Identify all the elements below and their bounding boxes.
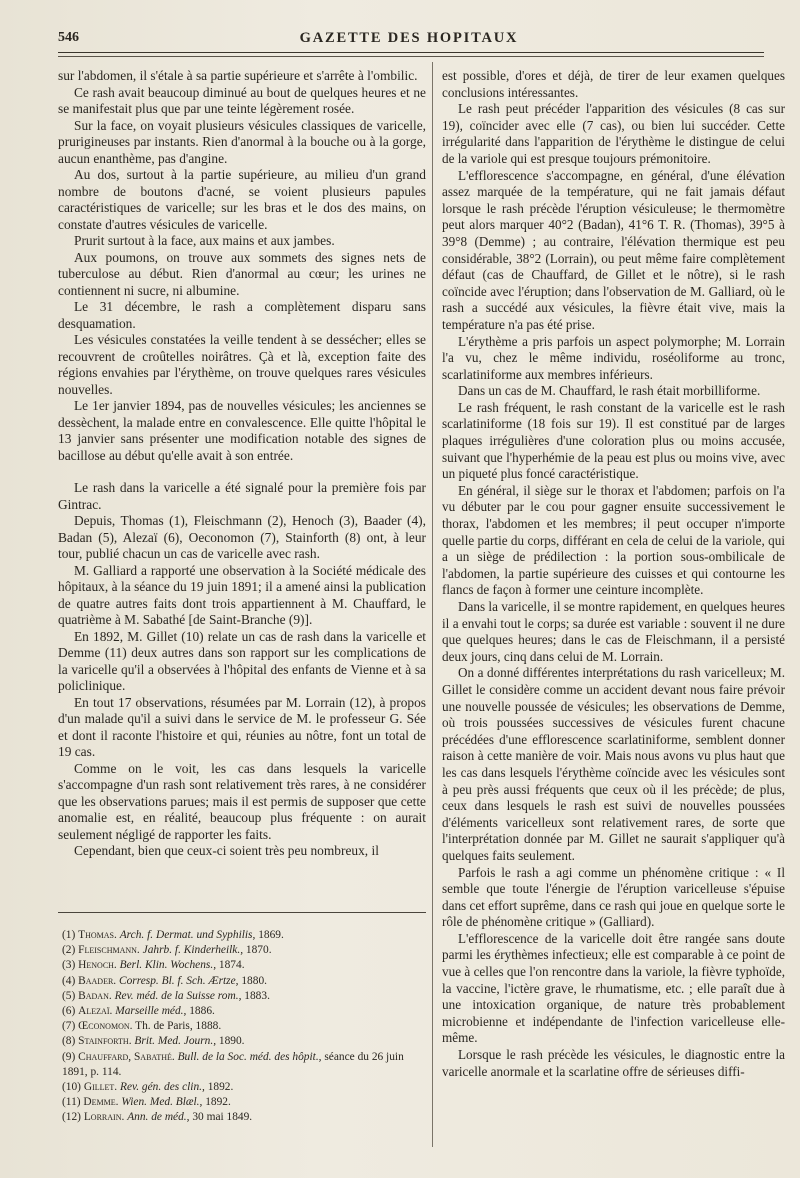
paragraph: Cependant, bien que ceux-ci soient très peu nombreux, il [74, 843, 379, 858]
footnote-number: (2) [62, 944, 76, 957]
header-rule [58, 52, 764, 53]
page-number: 546 [58, 30, 79, 45]
paragraph: Le rash dans la varicelle a été signalé pour la première fois par Gintrac. [58, 480, 426, 512]
footnote-author: Badan. [78, 989, 112, 1002]
footnote [58, 958, 426, 973]
paragraph: Le 1er janvier 1894, pas de nouvelles vésicules; les anciennes se dessèchent, la malade entre en convalescence. Elle quitte l'hôpital le 13 janvier sans présenter une modification notable des signes de bacillose au début qu'elle avait à son entrée. [58, 398, 426, 463]
page-header [58, 28, 760, 54]
footnote-author: Demme. [83, 1096, 119, 1109]
left-column [58, 68, 426, 860]
footnote-author: Thomas. [78, 929, 117, 941]
footnote-number: (10) [62, 1081, 81, 1094]
paragraph: En 1892, M. Gillet (10) relate un cas de rash dans la varicelle et Demme (11) deux autres dans son rapport sur les complications de la varicelle qu'il a observées à l'hôpital des enfants de Vienne et à sa policlinique. [58, 628, 426, 693]
footnote-rest: 1883. [241, 989, 270, 1002]
footnote [58, 1034, 426, 1049]
footnote-source: Jahrb. f. Kinderheilk., [142, 944, 244, 957]
footnote-author: Œconomon. [78, 1020, 133, 1033]
paragraph: Comme on le voit, les cas dans lesquels la varicelle s'accompagne d'un rash sont relativement très rares, à ne considérer que les observations parues; mais il est permis de supposer que cette anomalie est, en réalité, beaucoup plus fréquente : on aurait seulement négligé de rapporter les faits. [58, 760, 426, 842]
footnote-number: (5) [62, 989, 76, 1002]
paragraph: Le rash peut précéder l'apparition des vésicules (8 cas sur 19), coïncider avec elle (7 cas), ou bien lui succéder. Cette irrégularité dans l'apparition de l'érythème le distingue de celui de la variole qui est presque toujours prémonitoire. [442, 101, 785, 166]
footnote-number: (4) [62, 974, 76, 987]
paragraph: En tout 17 observations, résumées par M. Lorrain (12), à propos d'un malade qu'il a suivi dans le service de M. le professeur G. Sée et dont il raconte l'histoire et qui, réunies au nôtre, font un total de 19 cas. [58, 694, 426, 759]
footnote-number: (7) [62, 1020, 76, 1033]
footnote-rest: Th. de Paris, 1888. [135, 1020, 222, 1033]
footnote [58, 989, 426, 1004]
footnote-source: Corresp. Bl. f. Sch. Ærtze, [119, 974, 239, 987]
footnote-number: (9) [62, 1050, 76, 1063]
footnote-number: (3) [62, 959, 76, 972]
footnote-rest: séance du 26 juin 1891, p. 114. [62, 1050, 404, 1078]
footnote-number: (1) [62, 929, 76, 941]
footnote-source: Ann. de méd., [127, 1111, 190, 1124]
footnote-rest: 1892. [204, 1081, 234, 1094]
footnote-number: (6) [62, 1005, 76, 1018]
paragraph: On a donné différentes interprétations du rash varicelleux; M. Gillet le considère comme un accident devant nous faire prévoir une nouvelle poussée de vésicules; les observations de Demme, où trois poussées successives de vésicules furent chacune précédées d'une efflorescence scarlatiniforme, semblent donner raison à cette manière de voir. Mais nous avons vu plus haut que les cas dans lesquels l'érythème coïncide avec les vésicules sont à peu près aussi fréquents que ceux où il les précède; de plus, ceux dans lesquels le rash est suivi de nouvelles poussées d'éléments varicelleux sont relativement rares, de sorte que l'interprétation donnée par M. Gillet ne saurait s'appliquer qu'à quelques faits seulement. [442, 665, 785, 863]
footnote [58, 1110, 426, 1125]
right-column [442, 68, 785, 1080]
header-rule-thin [58, 56, 764, 57]
footnote-source: Rev. méd. de la Suisse rom., [114, 989, 242, 1002]
footnote [58, 1019, 426, 1034]
footnote-rest: 1880. [238, 974, 267, 987]
footnote-author: Stainforth. [78, 1035, 132, 1048]
paragraph: Au dos, surtout à la partie supérieure, au milieu d'un grand nombre de boutons d'acné, se voient plusieurs papules caractéristiques de varicelle; sur les bras et le dos des mains, on constate d'autres vésicules de varicelle. [58, 167, 426, 232]
paragraph: Lorsque le rash précède les vésicules, le diagnostic entre la varicelle anormale et la scarlatine offre de sérieuses diffi- [442, 1047, 785, 1079]
footnote-author: Lorrain. [83, 1111, 125, 1124]
footnote-source: Brit. Med. Journ., [134, 1035, 217, 1048]
paragraph: M. Galliard a rapporté une observation à la Société médicale des hôpitaux, à la séance du 19 juin 1891; il a amené ainsi la publication de quatre autres faits dont trois appartiennent à M. Chauffard, le quatrième à M. Sabathé [de Saint-Branche (9)]. [58, 562, 426, 627]
footnote [58, 943, 426, 958]
paragraph: sur l'abdomen, il s'étale à sa partie supérieure et s'arrête à l'ombilic. [58, 68, 418, 83]
footnote-author: Henoch. [78, 959, 117, 972]
paragraph: Prurit surtout à la face, aux mains et aux jambes. [74, 233, 335, 248]
paragraph: L'efflorescence de la varicelle doit être rangée sans doute parmi les érythèmes infectieux; elle est comparable à ce point de vue à celles que l'on rencontre dans la variole, la fièvre typhoïde, la vaccine, l'ictère grave, le rhumatisme, etc. ; elle paraît due à une intoxication organique, de nature très probablement microbienne et indépendante de l'infection varicelleuse elle-même. [442, 930, 785, 1046]
paragraph: Aux poumons, on trouve aux sommets des signes nets de tuberculose au début. Rien d'anormal au cœur; les urines ne contiennent ni sucre, ni albumine. [58, 249, 426, 298]
footnote [58, 974, 426, 989]
paragraph: En général, il siège sur le thorax et l'abdomen; parfois on l'a vu débuter par le cou pour gagner ensuite successivement le thorax, l'abdomen et les membres; il peut occuper n'importe quelle partie du corps, différant en cela de celui de la variole, qui a un siège de prédilection : la portion sous-ombilicale de l'abdomen, la partie supérieure des cuisses et qui contourne les flancs de façon à former une ceinture incomplète. [442, 482, 785, 598]
paragraph: L'efflorescence s'accompagne, en général, d'une élévation assez marquée de la température, qui ne fait jamais défaut lorsque le rash précède l'éruption vésiculeuse; le thermomètre peut alors marquer 40°2 (Badan), 41°6 T. R. (Thomas), 39°5 à 39°8 (Demme) ; au contraire, l'élévation thermique est peu considérable, 38°2 (Lorrain), ou peut même faire complètement défaut (cas de Chauffard, de Gillet et le nôtre), si le rash coïncide avec l'éruption; dans l'observation de M. Galliard, où le rash a succédé aux vésicules, la fièvre était vive, mais la température n'a pas été prise. [442, 167, 785, 332]
footnote-source: Bull. de la Soc. méd. des hôpit., [177, 1050, 322, 1063]
paragraph: Le 31 décembre, le rash a complètement disparu sans desquamation. [58, 299, 426, 331]
footnote-rest: 1890. [216, 1035, 245, 1048]
paragraph: Ce rash avait beaucoup diminué au bout de quelques heures et ne se manifestait plus que par une teinte légèrement rosée. [58, 84, 426, 116]
footnote [58, 928, 426, 943]
paragraph: Les vésicules constatées la veille tendent à se dessécher; elles se recouvrent de croûtelles noirâtres. Çà et là, exception faite des régions envahies par l'érythème, on trouve quelques rares vésicules nouvelles. [58, 332, 426, 397]
footnote [58, 1004, 426, 1019]
footnote-rest: 1870. [243, 944, 272, 957]
footnote [58, 1095, 426, 1110]
paragraph: est possible, d'ores et déjà, de tirer de leur examen quelques conclusions intéressantes. [442, 68, 785, 100]
footnote-number: (12) [62, 1111, 81, 1124]
footnote-source: Marseille méd., [115, 1005, 187, 1018]
footnote-author: Alezaï. [78, 1005, 113, 1018]
paragraph: Depuis, Thomas (1), Fleischmann (2), Henoch (3), Baader (4), Badan (5), Alezaï (6), Oeconomon (7), Stainforth (8) ont, à leur tour, publié chacun un cas de varicelle avec rash. [58, 513, 426, 561]
footnote-author: Fleischmann. [78, 944, 140, 957]
footnote-source: Berl. Klin. Wochens., [119, 959, 217, 972]
journal-title: GAZETTE DES HOPITAUX [299, 30, 519, 46]
footnote [58, 1050, 426, 1080]
paragraph: L'érythème a pris parfois un aspect polymorphe; M. Lorrain l'a vu, chez le même individu, roséoliforme au tronc, scarlatiniforme aux membres inférieurs. [442, 333, 785, 382]
footnote-number: (8) [62, 1035, 76, 1048]
paragraph: Sur la face, on voyait plusieurs vésicules classiques de varicelle, prurigineuses par instants. Rien d'anormal à la bouche ou à la gorge, aucun enanthème, pas d'angine. [58, 117, 426, 166]
column-divider [432, 62, 433, 1147]
paragraph: Parfois le rash a agi comme un phénomène critique : « Il semble que toute l'énergie de l'éruption varicelleuse s'épuise dans cet effort suprême, dans ce rash qui joue en quelque sorte le rôle de phénomène critique » (Galliard). [442, 864, 785, 930]
footnote-rest: 1869. [255, 929, 284, 941]
footnote-source: Wien. Med. Blæl., [121, 1096, 203, 1109]
footnote-author: Chauffard, Sabathé. [78, 1050, 175, 1063]
footnote-rest: 1886. [186, 1005, 215, 1018]
paragraph: Le rash fréquent, le rash constant de la varicelle est le rash scarlatiniforme (18 fois sur 19). Il est constitué par de larges plaques irrégulières d'une coloration plus ou moins accusée, suivant que l'hyperhémie de la peau est plus ou moins vive, avec un piqueté plus foncé caractéristique. [442, 399, 785, 482]
paragraph: Dans un cas de M. Chauffard, le rash était morbilliforme. [458, 383, 761, 399]
footnote-rest: 30 mai 1849. [189, 1111, 253, 1124]
footnote-number: (11) [62, 1096, 81, 1109]
footnote-source: Rev. gén. des clin., [120, 1081, 205, 1094]
footnote-rule [58, 912, 426, 913]
footnote-author: Gillet. [83, 1081, 118, 1094]
footnote-author: Baader. [78, 974, 117, 987]
section-gap [58, 464, 426, 480]
footnote-rest: 1874. [216, 959, 245, 972]
paragraph: Dans la varicelle, il se montre rapidement, en quelques heures il a envahi tout le corps; sa durée est variable : souvent il ne dure que quelques heures; dans le cas de Fleischmann, il a persisté deux jours, cinq dans celui de M. Lorrain. [442, 599, 786, 664]
footnote-rest: 1892. [202, 1096, 231, 1109]
footnotes [58, 928, 426, 1126]
footnote [58, 1080, 426, 1095]
footnote-source: Arch. f. Dermat. und Syphilis, [119, 929, 256, 941]
